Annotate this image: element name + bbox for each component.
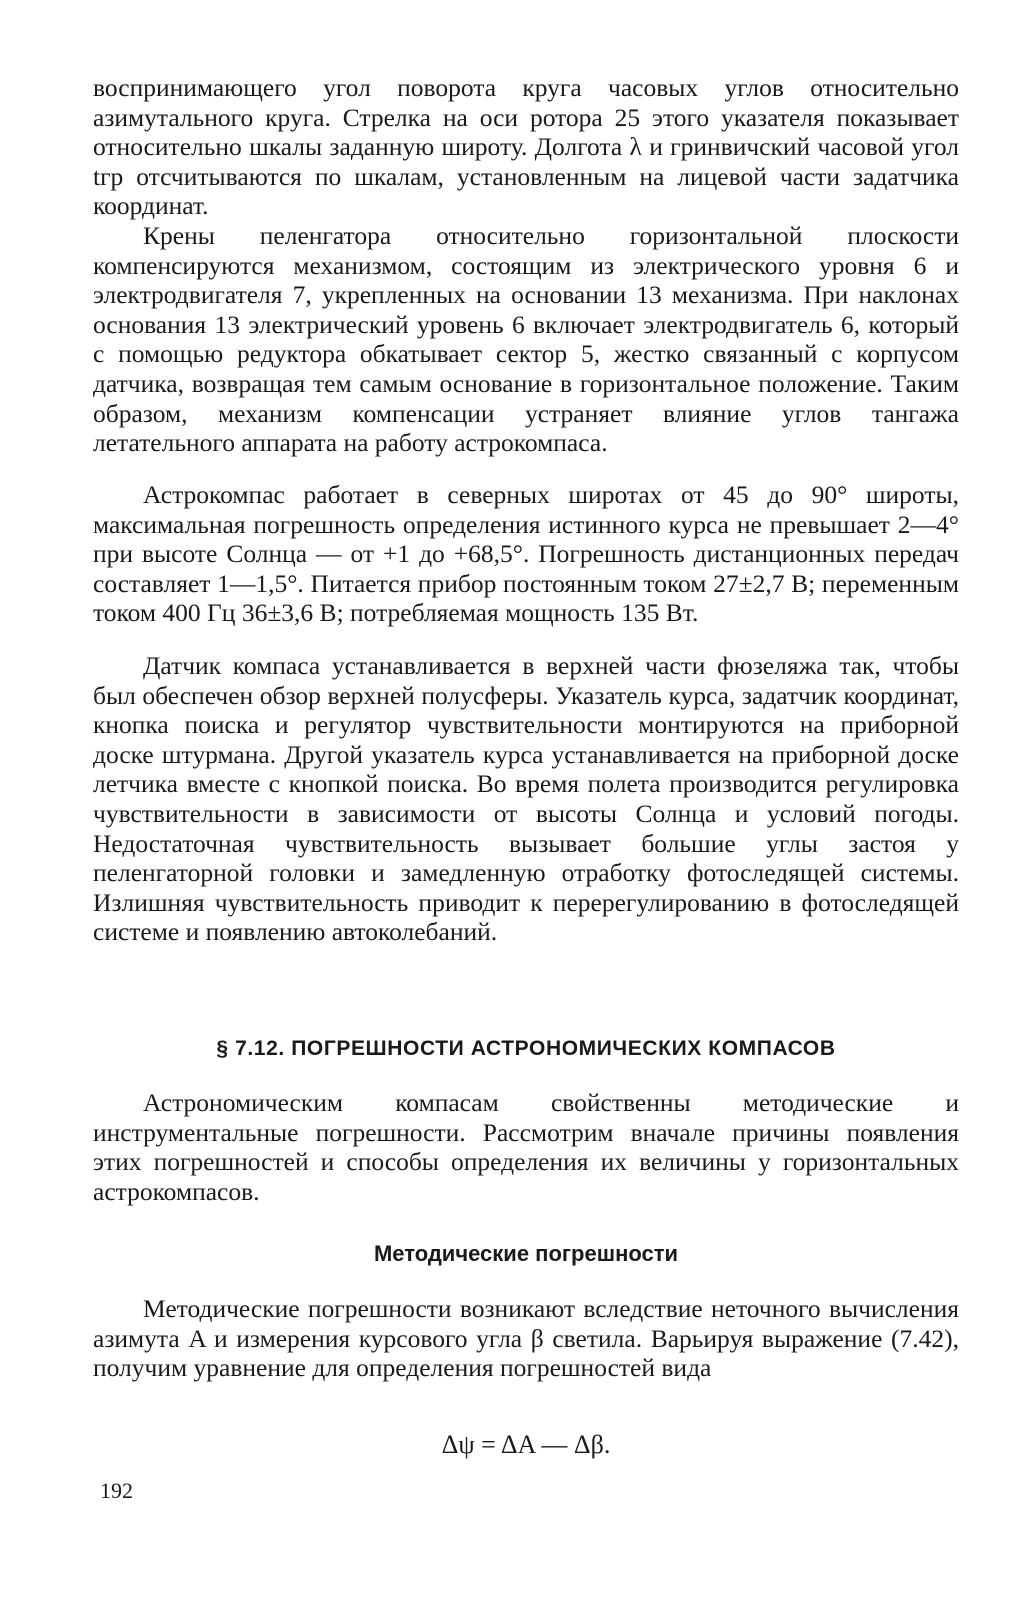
paragraph-section-intro: Астрономическим компасам свойственны методические и инструментальные погрешности. Рассмотрим вначале причины появления этих погрешностей и способы определения их величины у горизонтальных астрокомпасов. [93, 1088, 959, 1206]
paragraph-roll-compensation: Крены пеленгатора относительно горизонтальной плоскости компенсируются механизмом, состоящим из электрического уровня 6 и электродвигателя 7, укрепленных на основании 13 механизма. При наклонах основания 13 электрический уровень 6 включает электродвигатель 6, который с помощью редуктора обкатывает сектор 5, жестко связанный с корпусом датчика, возвращая тем самым основание в горизонтальное положение. Таким образом, механизм компенсации устраняет влияние углов тангажа летательного аппарата на работу астрокомпаса. [93, 221, 959, 458]
page-number: 192 [100, 1478, 133, 1503]
paragraph-installation: Датчик компаса устанавливается в верхней части фюзеляжа так, чтобы был обеспечен обзор верхней полусферы. Указатель курса, задатчик координат, кнопка поиска и регулятор чувствительности монтируются на приборной доске штурмана. Другой указатель курса устанавливается на приборной доске летчика вместе с кнопкой поиска. Во время полета производится регулировка чувствительности в зависимости от высоты Солнца и условий погоды. Недостаточная чувствительность вызывает большие углы застоя у пеленгаторной головки и замедленную отработку фотоследящей системы. Излишняя чувствительность приводит к перерегулированию в фотоследящей системе и появлению автоколебаний. [93, 651, 959, 947]
subsection-heading: Методические погрешности [373, 1241, 679, 1266]
paragraph-methodical-errors: Методические погрешности возникают вследствие неточного вычисления азимута A и измерения курсового угла β светила. Варьируя выражение (7.42), получим уравнение для определения погрешностей вида [93, 1294, 959, 1383]
paragraph-compass-indicator: воспринимающего угол поворота круга часовых углов относительно азимутального круга. Стрелка на оси ротора 25 этого указателя показывает относительно шкалы заданную широту. Долгота λ и гринвичский часовой угол tгр отсчитываются по шкалам, установленным на лицевой части задатчика координат. [93, 73, 959, 221]
error-formula: Δψ = ΔA — Δβ. [441, 1430, 611, 1459]
paragraph-specifications: Астрокомпас работает в северных широтах от 45 до 90° широты, максимальная погрешность определения истинного курса не превышает 2—4° при высоте Солнца — от +1 до +68,5°. Погрешность дистанционных передач составляет 1—1,5°. Питается прибор постоянным током 27±2,7 В; переменным током 400 Гц 36±3,6 В; потребляемая мощность 135 Вт. [93, 480, 959, 628]
section-heading: § 7.12. ПОГРЕШНОСТИ АСТРОНОМИЧЕСКИХ КОМПАСОВ [216, 1037, 836, 1060]
